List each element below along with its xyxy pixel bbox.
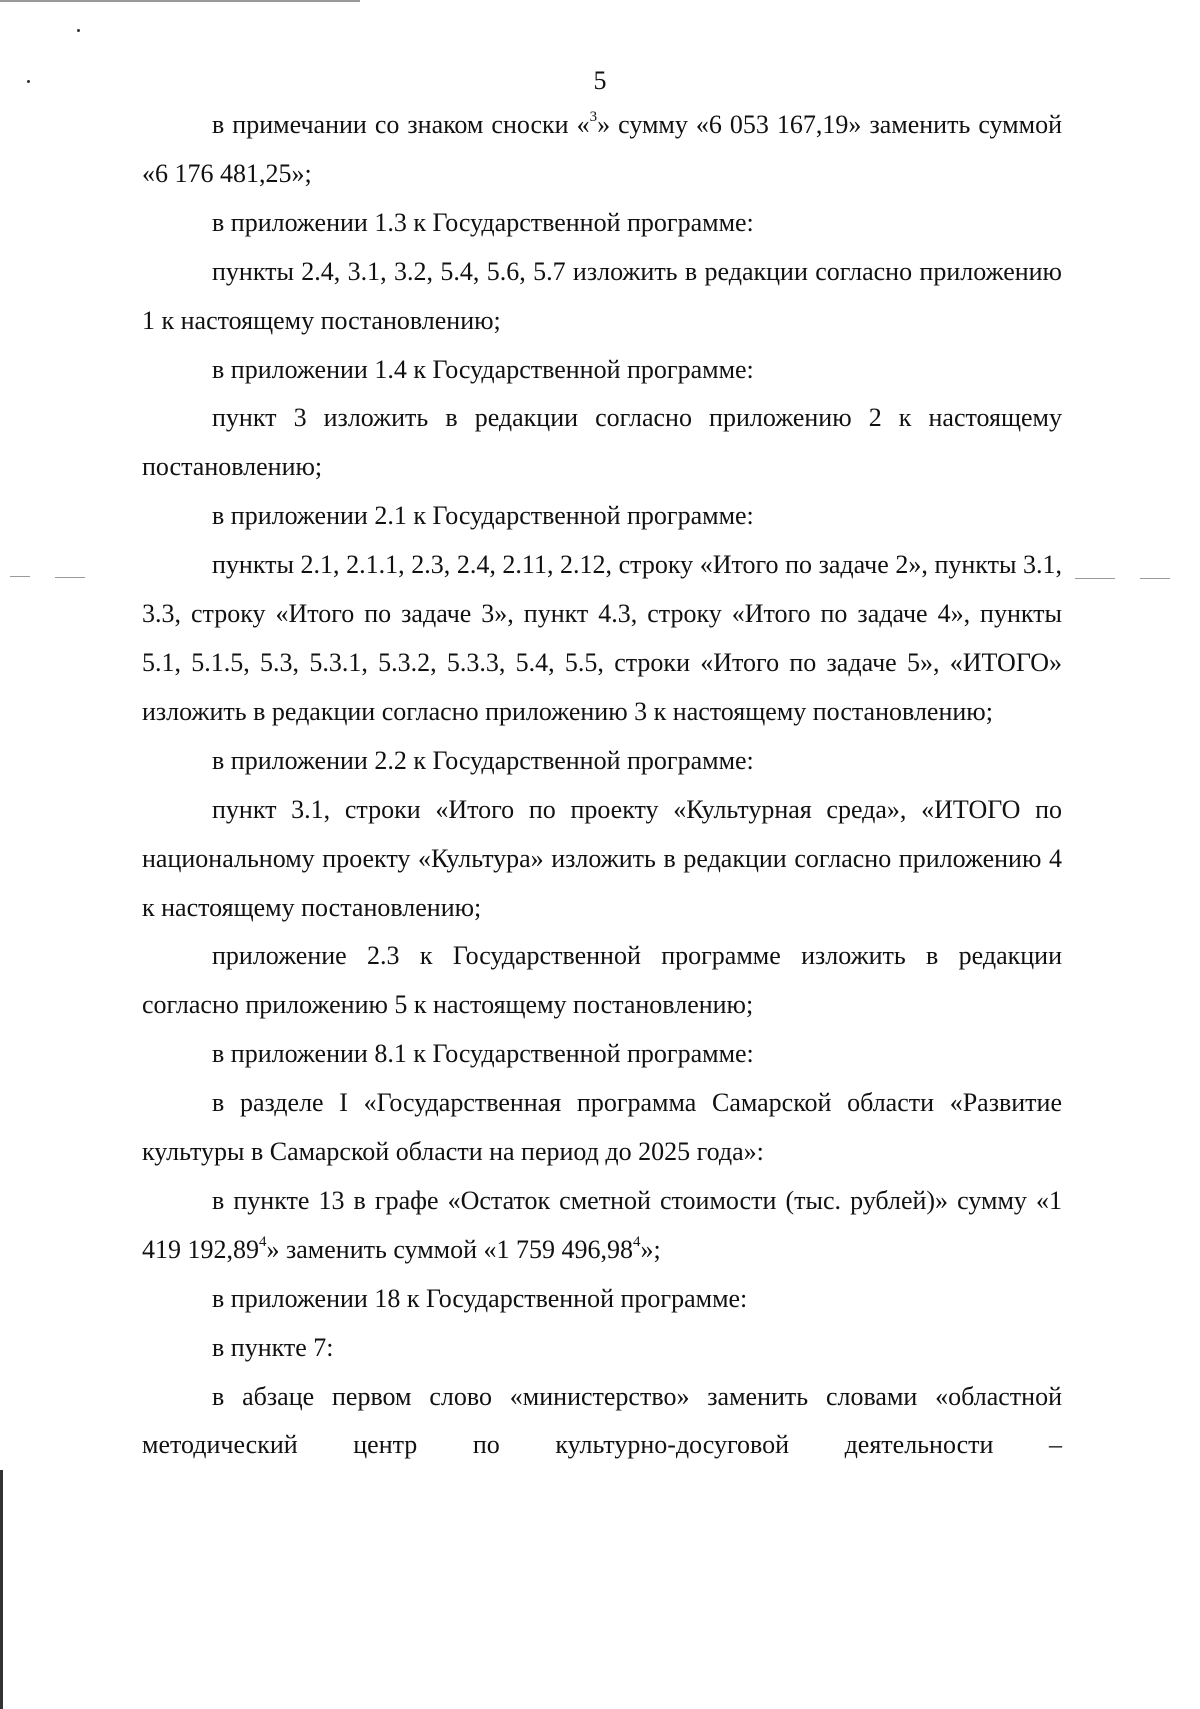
page-number: 5 xyxy=(593,66,607,95)
scan-dash xyxy=(1140,578,1170,579)
document-body xyxy=(142,101,1062,1470)
footnote-marker: 3 xyxy=(589,109,598,125)
paragraph: в приложении 2.1 к Государственной программе: xyxy=(212,501,754,531)
paragraph: приложение 2.3 к Государственной программе изложить в редакции согласно приложению 5 к настоящему постановлению; xyxy=(142,941,1062,1020)
scan-left-edge xyxy=(0,1470,3,1709)
paragraph: пункт 3 изложить в редакции согласно приложению 2 к настоящему постановлению; xyxy=(142,403,1062,482)
scan-dot xyxy=(77,29,80,32)
paragraph: в пункте 7: xyxy=(212,1332,334,1362)
scan-dash xyxy=(10,576,30,577)
paragraph: в разделе I «Государственная программа Самарской области «Развитие культуры в Самарской области на период до 2025 года»: xyxy=(142,1088,1062,1167)
paragraph: в приложении 1.3 к Государственной программе: xyxy=(212,207,754,237)
paragraph: пункты 2.4, 3.1, 3.2, 5.4, 5.6, 5.7 изложить в редакции согласно приложению 1 к настоящему постановлению; xyxy=(142,256,1062,335)
scan-top-line xyxy=(0,0,360,2)
scan-dot xyxy=(27,80,30,83)
scan-dash xyxy=(55,577,85,578)
footnote-marker: 4 xyxy=(259,1233,267,1250)
paragraph: в пункте 13 в графе «Остаток сметной стоимости (тыс. рублей)» сумму «1 419 192,89$^4$» заменить суммой «1 759 496,98$^4$»; xyxy=(142,1185,1062,1264)
paragraph: пункты 2.1, 2.1.1, 2.3, 2.4, 2.11, 2.12, строку «Итого по задаче 2», пункты 3.1, 3.3, строку «Итого по задаче 3», пункт 4.3, строку «Итого по задаче 4», пункты 5.1, 5.1.5, 5.3, 5.3.1, 5.3.2, 5.3.3, 5.4, 5.5, строки «Итого по задаче 5», «ИТОГО» изложить в редакции согласно приложению 3 к настоящему постановлению; xyxy=(142,550,1062,726)
paragraph: пункт 3.1, строки «Итого по проекту «Культурная среда», «ИТОГО по национальному проекту «Культура» изложить в редакции согласно приложению 4 к настоящему постановлению; xyxy=(142,794,1062,922)
paragraph: в приложении 8.1 к Государственной программе: xyxy=(212,1039,754,1069)
paragraph: в приложении 2.2 к Государственной программе: xyxy=(212,745,754,775)
scan-dash xyxy=(1075,578,1115,579)
paragraph: в примечании со знаком сноски «$^3$» сумму «6 053 167,19» заменить суммой «6 176 481,25»; xyxy=(142,109,1062,188)
paragraph: в приложении 18 к Государственной программе: xyxy=(212,1283,748,1313)
paragraph: в приложении 1.4 к Государственной программе: xyxy=(212,354,754,384)
footnote-marker: 4 xyxy=(633,1233,641,1250)
paragraph: в абзаце первом слово «министерство» заменить словами «областной методический центр по культурно-досуговой деятельности – xyxy=(142,1381,1062,1460)
